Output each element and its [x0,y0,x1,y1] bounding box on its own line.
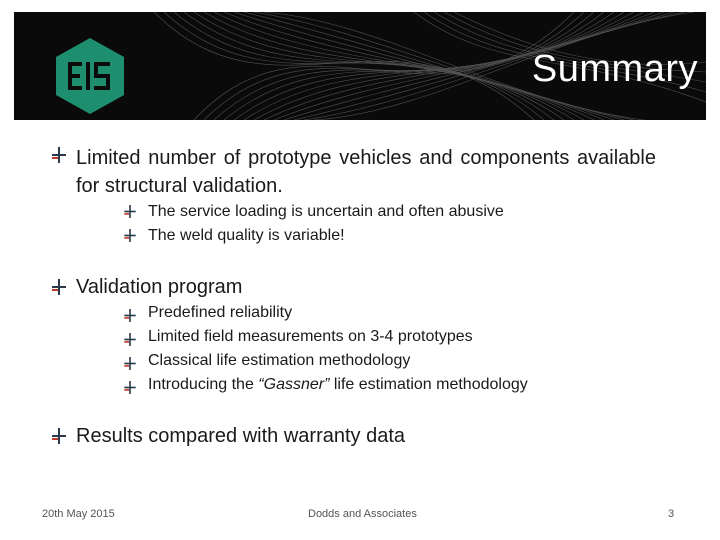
bullet-2-sub-1: Predefined reliability [148,304,293,321]
eis-logo [50,36,130,116]
footer-date: 20th May 2015 [42,508,115,520]
gassner-prefix: Introducing the [148,376,259,393]
sub-bullet-icon [124,381,136,394]
sub-bullet-icon [124,357,136,370]
footer-author: Dodds and Associates [308,508,417,520]
sub-bullet-icon [124,229,136,242]
bullet-2-sub-4 [148,373,528,397]
bullet-2-text: Validation program [76,276,243,298]
bullet-2-sub-3: Classical life estimation methodology [148,352,411,369]
slide-title: Summary [531,48,698,90]
bullet-icon [52,147,66,163]
bullet-2-sub-2: Limited field measurements on 3-4 prototypes [148,328,473,345]
bullet-icon [52,428,66,444]
bullet-1-sub-1: The service loading is uncertain and often abusive [148,203,504,220]
gassner-italic: “Gassner” [258,376,330,393]
slide-header [14,12,706,120]
sub-bullet-icon [124,205,136,218]
sub-bullet-icon [124,309,136,322]
bullet-3-text: Results compared with warranty data [76,425,406,447]
gassner-suffix: life estimation methodology [329,376,528,393]
bullet-1-sub-2: The weld quality is variable! [148,227,345,244]
sub-bullet-icon [124,333,136,346]
bullet-icon [52,279,66,295]
bullet-1-text: Limited number of prototype vehicles and components available for structural validation. [76,147,656,197]
page-number: 3 [668,508,675,520]
